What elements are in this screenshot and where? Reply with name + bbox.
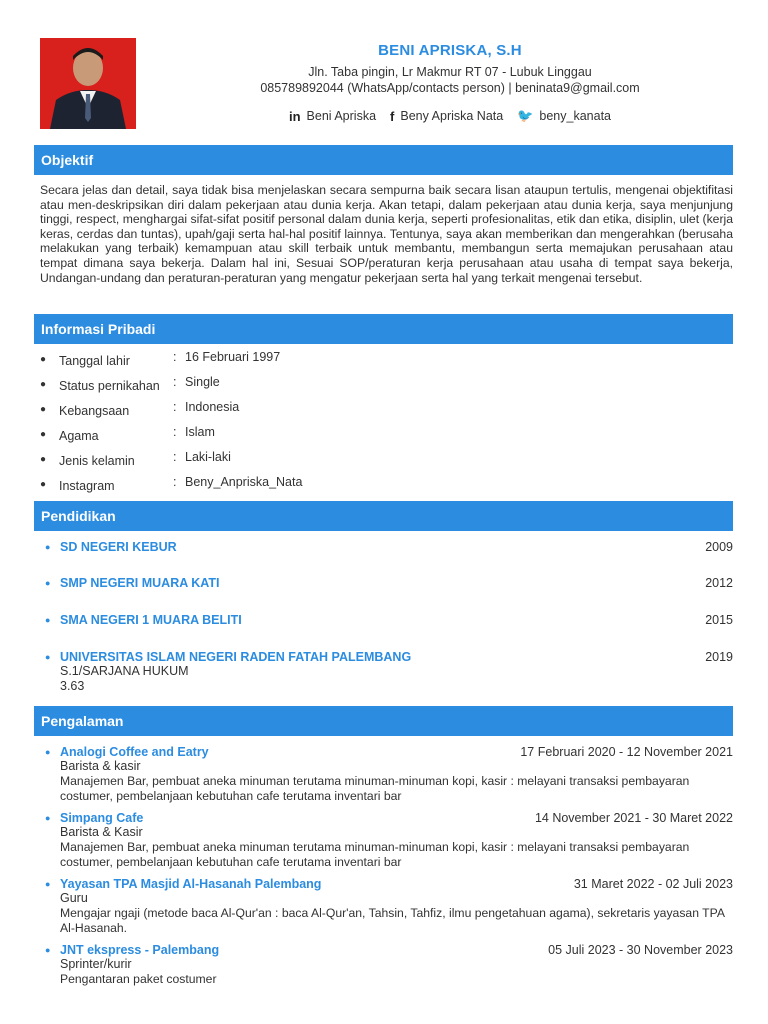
info-row: ● Status pernikahan : Single (40, 375, 220, 393)
edu-year: 2009 (705, 540, 733, 554)
exp-role: Barista & Kasir (60, 825, 143, 839)
edu-gpa: 3.63 (60, 679, 85, 693)
section-personal-title: Informasi Pribadi (34, 314, 733, 344)
info-label: Tanggal lahir (59, 354, 130, 368)
exp-role: Sprinter/kurir (60, 957, 132, 971)
info-value: Indonesia (185, 400, 240, 414)
social-label: Beny Apriska Nata (400, 109, 504, 123)
personal-info-list (40, 350, 440, 500)
info-value: Single (185, 375, 220, 389)
org-name: JNT ekspress - Palembang (60, 943, 220, 957)
info-row: ● Agama : Islam (40, 425, 215, 443)
info-value: Laki-laki (185, 450, 231, 464)
info-label: Instagram (59, 479, 115, 493)
edu-degree: S.1/SARJANA HUKUM (60, 664, 189, 678)
info-label: Jenis kelamin (59, 454, 135, 468)
exp-role: Guru (60, 891, 88, 905)
full-name: BENI APRISKA, S.H (378, 42, 522, 59)
social-label: beny_kanata (539, 109, 611, 123)
contact-info: 085789892044 (WhatsApp/contacts person) | beninata9@gmail.com (260, 81, 640, 95)
info-label: Kebangsaan (59, 404, 130, 418)
resume-header (150, 40, 750, 124)
section-education-title: Pendidikan (34, 501, 733, 531)
exp-date: 14 November 2021 - 30 Maret 2022 (534, 811, 733, 825)
school-name: UNIVERSITAS ISLAM NEGERI RADEN FATAH PALEMBANG (60, 650, 412, 664)
school-name: SD NEGERI KEBUR (60, 540, 177, 554)
edu-year: 2019 (705, 650, 733, 664)
exp-desc: Pengantaran paket costumer (60, 972, 217, 986)
section-experience-title: Pengalaman (34, 706, 733, 736)
exp-role: Barista & kasir (60, 759, 141, 773)
social-facebook[interactable] (390, 108, 503, 124)
exp-date: 05 Juli 2023 - 30 November 2023 (548, 943, 733, 957)
info-label: Agama (59, 429, 99, 443)
address: Jln. Taba pingin, Lr Makmur RT 07 - Lubuk Linggau (308, 65, 592, 79)
social-twitter[interactable] (517, 108, 611, 124)
objective-text: Secara jelas dan detail, saya tidak bisa menjelaskan secara sempurna baik secara lisan ataupun tertulis, mengenai objektifitasi atau men-deskripsikan diri dalam pekerjaan atau dunia kerja. Akan tetapi, dalam pekerjaan atau dunia kerja, saya menjunjung tinggi, respect, menghargai sifat-sifat positif personal dalam dunia kerja, seperti profesionalitas, etik dan etika, disiplin, ulet (kerja keras, cerdas dan tuntas), upah/gaji serta hal-hal positif lainnya. Tentunya, saya akan memberikan dan mengerahkan (berusaha melakukan yang terbaik) kemampuan atau skill terbaik untuk membantu, membangun serta memajukan perusahaan atau tempat dimana saya bekerja. Dalam hal ini, Sesuai SOP/peraturan kerja perusahaan atau usaha di tempat saya bekerja, Undangan-undang dan peraturan-peraturan yang mengatur pekerjaan serta hal yang terkait mengenai tersebut. (40, 183, 733, 285)
info-value: 16 Februari 1997 (185, 350, 281, 364)
exp-desc: Manajemen Bar, pembuat aneka minuman terutama minuman-minuman kopi, kasir : melayani transaksi pembayaran costumer, pembelanjaan kebutuhan cafe terutama inventari bar (60, 774, 690, 803)
facebook-icon: f (390, 108, 395, 124)
social-links (150, 108, 750, 124)
edu-year: 2012 (705, 576, 733, 590)
info-value: Islam (185, 425, 215, 439)
exp-desc: Manajemen Bar, pembuat aneka minuman terutama minuman-minuman kopi, kasir : melayani transaksi pembayaran costumer, pembelanjaan kebutuhan cafe terutama inventari bar (60, 840, 690, 869)
info-row: ● Jenis kelamin : Laki-laki (40, 450, 231, 468)
profile-photo (40, 38, 136, 129)
org-name: Simpang Cafe (60, 811, 144, 825)
org-name: Analogi Coffee and Eatry (60, 745, 209, 759)
info-row: ● Instagram : Beny_Anpriska_Nata (40, 475, 303, 493)
info-label: Status pernikahan (59, 379, 160, 393)
social-label: Beni Apriska (306, 109, 377, 123)
exp-desc: Mengajar ngaji (metode baca Al-Qur'an : baca Al-Qur'an, Tahsin, Tahfiz, ilmu pengetahuan agama), sekretaris yayasan TPA Al-Hasanah. (60, 906, 725, 935)
info-value: Beny_Anpriska_Nata (185, 475, 303, 489)
section-objective-title: Objektif (34, 145, 733, 175)
school-name: SMA NEGERI 1 MUARA BELITI (60, 613, 242, 627)
info-row: ● Kebangsaan : Indonesia (40, 400, 240, 418)
linkedin-icon: in (288, 108, 301, 124)
school-name: SMP NEGERI MUARA KATI (60, 576, 220, 590)
edu-year: 2015 (705, 613, 733, 627)
info-row: ● Tanggal lahir : 16 Februari 1997 (40, 350, 281, 368)
org-name: Yayasan TPA Masjid Al-Hasanah Palembang (60, 877, 322, 891)
twitter-icon: 🐦 (517, 108, 534, 123)
exp-date: 31 Maret 2022 - 02 Juli 2023 (573, 877, 733, 891)
exp-date: 17 Februari 2020 - 12 November 2021 (520, 745, 733, 759)
social-linkedin[interactable] (289, 108, 376, 124)
